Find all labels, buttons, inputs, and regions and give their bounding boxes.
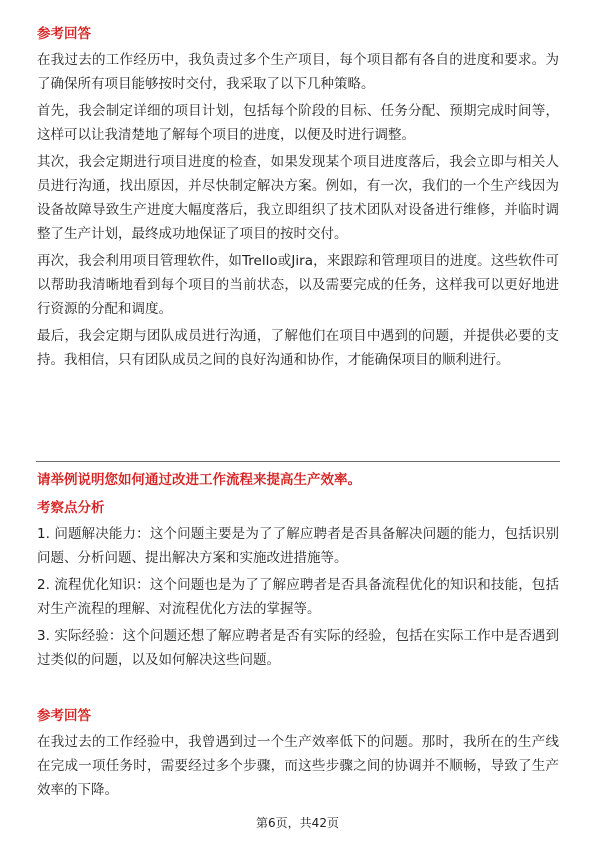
reference-answer-heading: 参考回答: [37, 26, 91, 42]
analysis-item: 3. 实际经验：这个问题还想了解应聘者是否有实际的经验，包括在实际工作中是否遇到过类似的问题，以及如何解决这些问题。: [37, 628, 559, 668]
analysis-list: [37, 522, 559, 675]
section-divider: [36, 461, 560, 462]
answer-paragraph: 在我过去的工作经历中，我负责过多个生产项目，每个项目都有各自的进度和要求。为了确保所有项目能够按时交付，我采取了以下几种策略。: [37, 52, 559, 92]
answer-paragraph: 首先，我会制定详细的项目计划，包括每个阶段的目标、任务分配、预期完成时间等，这样可以让我清楚地了解每个项目的进度，以便及时进行调整。: [37, 103, 559, 143]
analysis-item: 1. 问题解决能力：这个问题主要是为了了解应聘者是否具备解决问题的能力，包括识别问题、分析问题、提出解决方案和实施改进措施等。: [37, 526, 559, 566]
answer-paragraph: 最后，我会定期与团队成员进行沟通，了解他们在项目中遇到的问题，并提供必要的支持。我相信，只有团队成员之间的良好沟通和协作，才能确保项目的顺利进行。: [37, 328, 559, 368]
page-number: 第6页，共42页: [256, 816, 339, 830]
reference-answer-body-2: [37, 730, 559, 805]
reference-answer-body: [37, 48, 559, 375]
answer-paragraph: 其次，我会定期进行项目进度的检查，如果发现某个项目进度落后，我会立即与相关人员进行沟通，找出原因，并尽快制定解决方案。例如，有一次，我们的一个生产线因为设备故障导致生产进度大幅度落后，我立即组织了技术团队对设备进行维修，并临时调整了生产计划，最终成功地保证了项目的按时交付。: [37, 154, 559, 242]
reference-answer-heading-2: 参考回答: [37, 708, 91, 724]
answer-paragraph: 在我过去的工作经验中，我曾遇到过一个生产效率低下的问题。那时，我所在的生产线在完成一项任务时，需要经过多个步骤，而这些步骤之间的协调并不顺畅，导致了生产效率的下降。: [37, 734, 559, 798]
answer-paragraph: 再次，我会利用项目管理软件，如Trello或Jira，来跟踪和管理项目的进度。这些软件可以帮助我清晰地看到每个项目的当前状态，以及需要完成的任务，这样我可以更好地进行资源的分配和调度。: [37, 253, 559, 317]
interview-question: 请举例说明您如何通过改进工作流程来提高生产效率。: [37, 472, 361, 488]
analysis-item: 2. 流程优化知识：这个问题也是为了了解应聘者是否具备流程优化的知识和技能，包括对生产流程的理解、对流程优化方法的掌握等。: [37, 577, 559, 617]
analysis-heading: 考察点分析: [37, 500, 105, 516]
